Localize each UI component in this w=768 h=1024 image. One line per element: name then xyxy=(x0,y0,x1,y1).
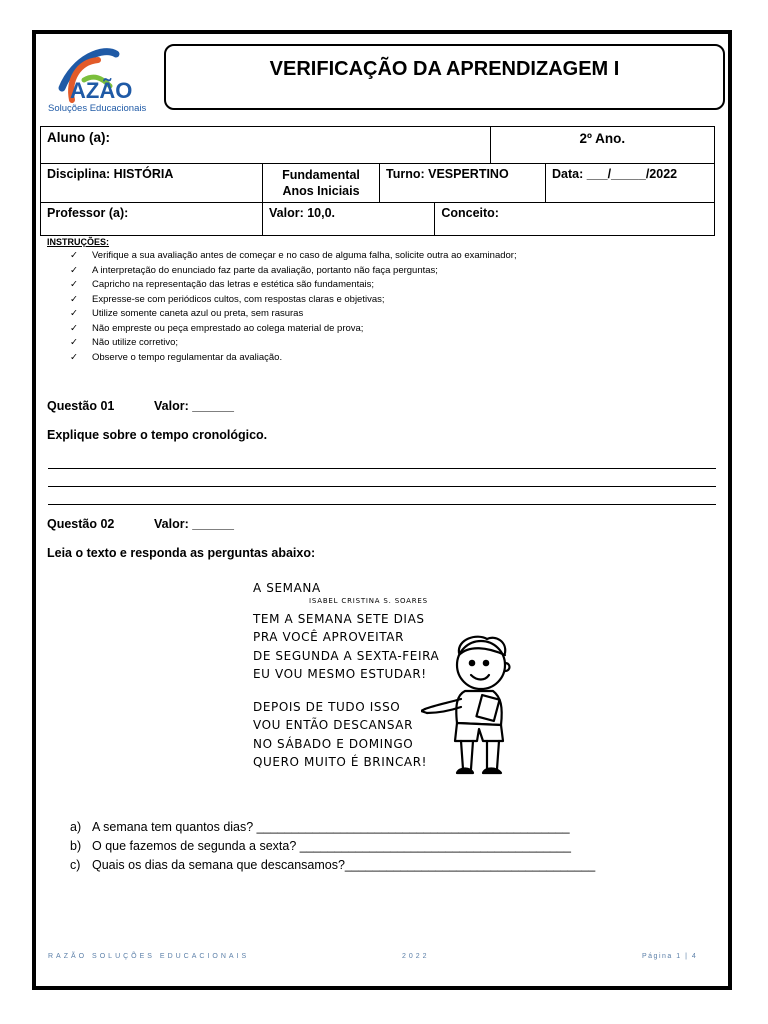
turno-cell: Turno: VESPERTINO xyxy=(380,164,546,203)
poem-author: ISABEL CRISTINA S. SOARES xyxy=(309,596,428,605)
footer-brand: RAZÃO SOLUÇÕES EDUCACIONAIS xyxy=(48,953,250,960)
poem xyxy=(253,579,439,772)
question-02-prompt: Leia o texto e responda as perguntas abaixo: xyxy=(47,546,316,560)
poem-line: QUERO MUITO É BRINCAR! xyxy=(253,755,428,769)
instruction-item: ✓ Não utilize corretivo; xyxy=(70,336,517,351)
sub-questions xyxy=(70,818,595,875)
data-field[interactable]: Data: ___/_____/2022 xyxy=(546,164,715,203)
sub-question-c[interactable]: c) Quais os dias da semana que descansamos?____________________________________ xyxy=(70,858,596,872)
instruction-item: ✓ Expresse-se com periódicos cultos, com respostas claras e objetivas; xyxy=(70,293,517,308)
poem-line: VOU ENTÃO DESCANSAR xyxy=(253,718,414,732)
poem-line: DE SEGUNDA A SEXTA-FEIRA xyxy=(253,648,440,663)
poem-title: A SEMANA xyxy=(253,581,321,595)
student-info-table xyxy=(40,126,715,236)
poem-line: NO SÁBADO E DOMINGO xyxy=(253,736,414,751)
footer-page-number: Página 1 | 4 xyxy=(642,953,698,960)
poem-line: TEM A SEMANA SETE DIAS xyxy=(253,611,425,626)
conceito-field[interactable]: Conceito: xyxy=(435,203,715,236)
question-01-value: Valor: ______ xyxy=(154,399,234,413)
instructions-title: INSTRUÇÕES: xyxy=(47,237,110,247)
question-01-header xyxy=(47,399,234,413)
question-02-label: Questão 02 xyxy=(47,517,115,531)
question-02-value: Valor: ______ xyxy=(154,517,234,531)
instruction-item: ✓ Verifique a sua avaliação antes de começar e no caso de alguma falha, solicite outra ao examinador; xyxy=(70,249,517,264)
brand-subtitle: Soluções Educacionais xyxy=(48,103,147,114)
instruction-item: ✓ Observe o tempo regulamentar da avaliação. xyxy=(70,351,517,366)
poem-line: DEPOIS DE TUDO ISSO xyxy=(253,699,401,714)
poem-line: EU VOU MESMO ESTUDAR! xyxy=(253,667,427,681)
instruction-item: ✓ Capricho na representação das letras e estética são fundamentais; xyxy=(70,278,517,293)
instruction-item: ✓ A interpretação do enunciado faz parte da avaliação, portanto não faça perguntas; xyxy=(70,264,517,279)
answer-line[interactable] xyxy=(48,504,716,505)
poem-line: PRA VOCÊ APROVEITAR xyxy=(253,630,405,644)
title-box xyxy=(164,44,725,110)
question-02-header xyxy=(47,517,234,531)
aluno-field[interactable]: Aluno (a): xyxy=(41,127,491,164)
instructions-list xyxy=(70,249,517,365)
sub-question-b[interactable]: b) O que fazemos de segunda a sexta? _______________________________________ xyxy=(70,839,571,853)
answer-line[interactable] xyxy=(48,468,716,469)
question-01-prompt: Explique sobre o tempo cronológico. xyxy=(47,428,268,442)
brand-name: AZÃO xyxy=(70,78,133,103)
nivel-cell: Fundamental Anos Iniciais xyxy=(263,164,380,203)
footer-year: 2022 xyxy=(402,953,430,960)
disciplina-cell: Disciplina: HISTÓRIA xyxy=(41,164,263,203)
poem-box xyxy=(245,575,525,783)
instruction-item: ✓ Utilize somente caneta azul ou preta, sem rasuras xyxy=(70,307,517,322)
sub-question-a[interactable]: a) A semana tem quantos dias? _____________________________________________ xyxy=(70,820,570,834)
valor-cell: Valor: 10,0. xyxy=(263,203,435,236)
answer-line[interactable] xyxy=(48,486,716,487)
instruction-item: ✓ Não empreste ou peça emprestado ao colega material de prova; xyxy=(70,322,517,337)
boy-pointing-illustration-icon xyxy=(421,633,525,783)
professor-field[interactable]: Professor (a): xyxy=(41,203,263,236)
question-01-label: Questão 01 xyxy=(47,399,115,413)
ano-cell: 2º Ano. xyxy=(490,127,714,164)
page-title: VERIFICAÇÃO DA APRENDIZAGEM I xyxy=(269,57,620,80)
